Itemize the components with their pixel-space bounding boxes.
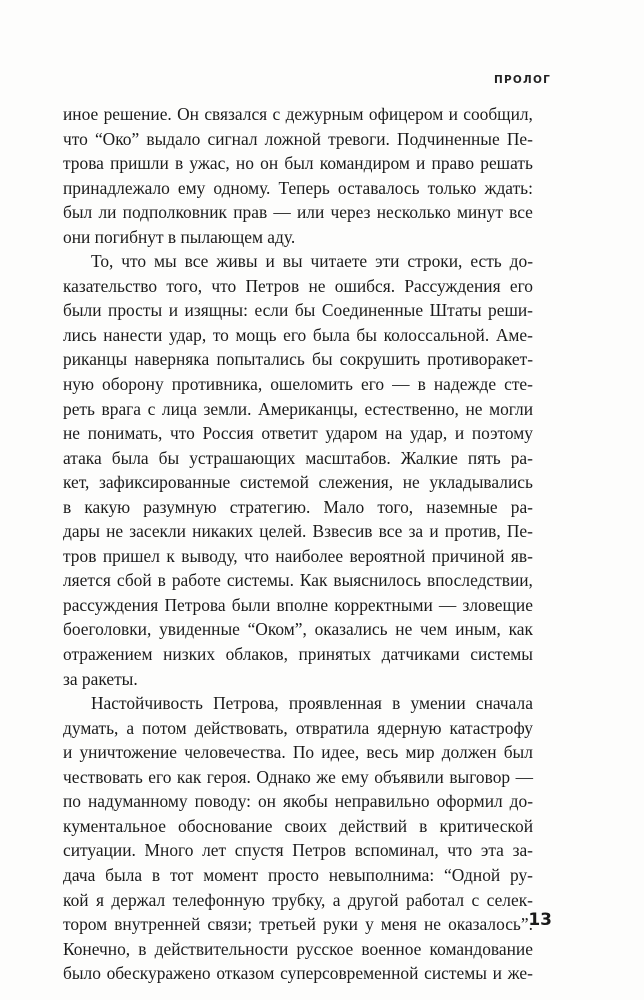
text-line: отражением низких облаков, принятых датчиками системы [63, 644, 533, 665]
text-line: принадлежало ему одному. Теперь оставалось только ждать: [63, 177, 533, 198]
text-line: тров пришел к выводу, что наиболее вероятной причиной яв- [63, 545, 533, 566]
text-line: дары не засекли никаких целей. Взвесив все за и против, Пе- [63, 521, 533, 542]
text-line: ситуации. Много лет спустя Петров вспоминал, что эта за- [63, 840, 533, 861]
text-line: был ли подполковник прав — или через несколько минут все [63, 202, 533, 223]
text-line: риканцы наверняка попытались бы сокрушить противоракет- [63, 349, 533, 370]
text-line: дача была в тот момент просто невыполнима: “Одной ру- [63, 864, 533, 885]
text-line: реть врага с лица земли. Американцы, естественно, не могли [63, 398, 533, 419]
text-line: были просты и изящны: если бы Соединенные Штаты реши- [63, 300, 533, 321]
text-line: Настойчивость Петрова, проявленная в умении сначала [91, 693, 533, 714]
text-line: думать, а потом действовать, отвратила ядерную катастрофу [63, 717, 533, 738]
running-header: ПРОЛОГ [494, 74, 551, 86]
text-line: трова пришли в ужас, но он был командиром и право решать [63, 153, 533, 174]
text-line: за ракеты. [63, 668, 138, 689]
text-line: по надуманному поводу: он якобы неправильно оформил до- [63, 791, 533, 812]
text-line: чествовать его как героя. Однако же ему объявили выговор — [63, 766, 533, 787]
text-line: тором внутренней связи; третьей руки у меня не оказалось”. [63, 914, 533, 935]
text-line: ляется сбой в работе системы. Как выяснилось впоследствии, [63, 570, 533, 591]
page-number: 13 [528, 910, 552, 930]
text-line: То, что мы все живы и вы читаете эти строки, есть до- [91, 251, 533, 272]
page-body [63, 102, 533, 986]
text-line: кой я держал телефонную трубку, а другой работал с селек- [63, 889, 533, 910]
text-line: кет, зафиксированные системой слежения, не укладывались [63, 472, 533, 493]
text-line: и уничтожение человечества. По идее, весь мир должен был [63, 742, 533, 763]
text-line: Конечно, в действительности русское военное командование [63, 938, 533, 959]
text-line: лись нанести удар, то мощь его была бы колоссальной. Аме- [63, 324, 533, 345]
text-line: казательство того, что Петров не ошибся. Рассуждения его [63, 275, 533, 296]
text-line: рассуждения Петрова были вполне корректными — зловещие [63, 594, 533, 615]
text-line: боеголовки, увиденные “Оком”, оказались не чем иным, как [63, 619, 533, 640]
text-line: атака была бы устрашающих масштабов. Жалкие пять ра- [63, 447, 533, 468]
text-line: кументальное обоснование своих действий в критической [63, 815, 533, 836]
text-line: было обескуражено отказом суперсовременной системы и же- [63, 963, 533, 984]
text-line: они погибнут в пылающем аду. [63, 226, 296, 247]
text-line: в какую разумную стратегию. Мало того, наземные ра- [63, 496, 533, 517]
text-line: что “Око” выдало сигнал ложной тревоги. Подчиненные Пе- [63, 128, 533, 149]
text-line: иное решение. Он связался с дежурным офицером и сообщил, [63, 104, 533, 124]
text-line: ную оборону противника, ошеломить его — в надежде сте- [63, 374, 533, 395]
text-line: не понимать, что Россия ответит ударом на удар, и поэтому [63, 423, 533, 444]
